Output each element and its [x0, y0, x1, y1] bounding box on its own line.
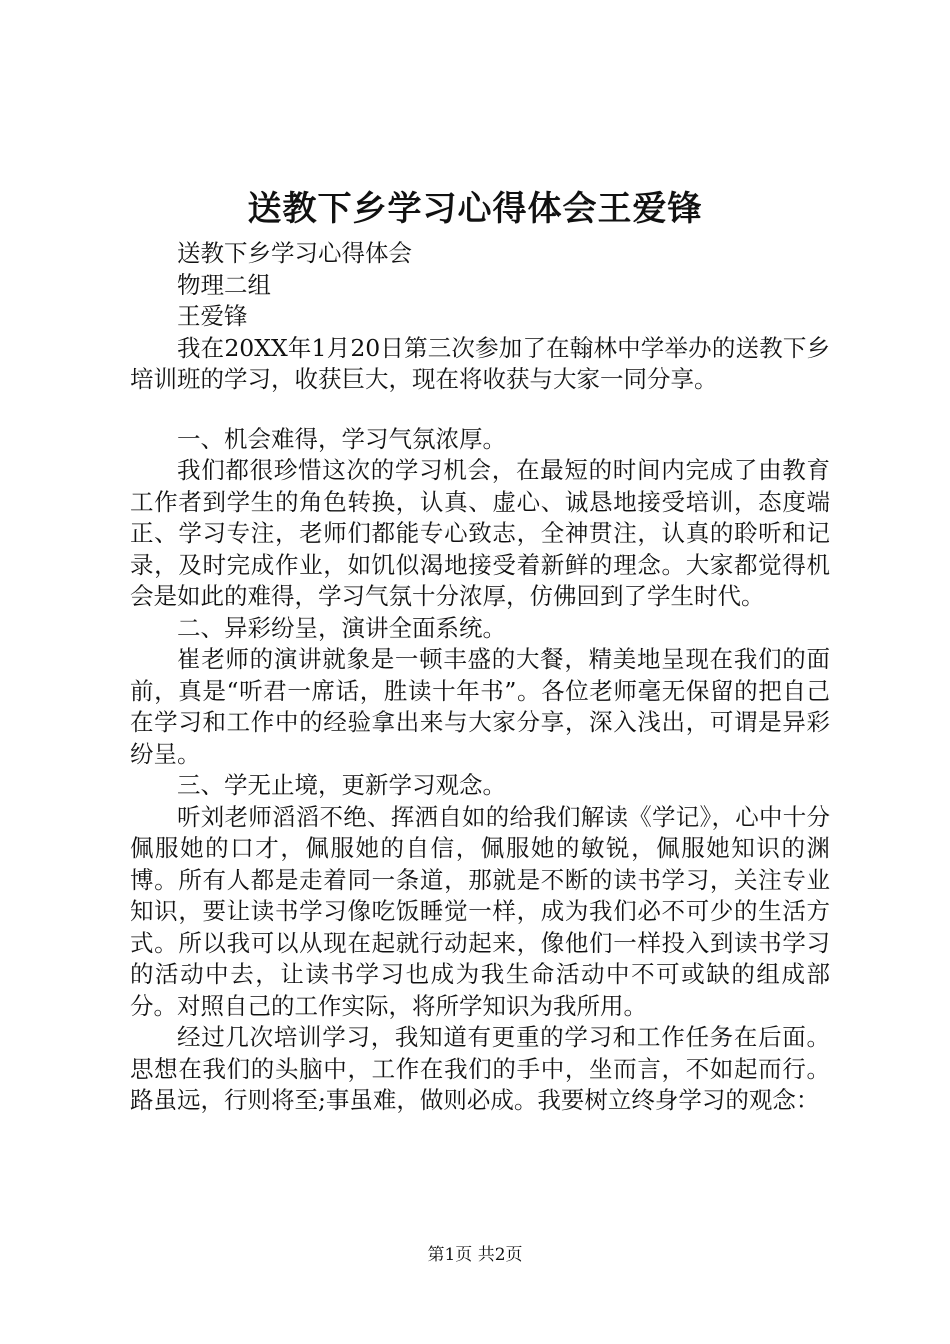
intro-paragraph: 我在20XX年1月20日第三次参加了在翰林中学举办的送教下乡培训班的学习，收获巨大，现在将收获与大家一同分享。 [130, 333, 830, 393]
body-paragraph: 经过几次培训学习，我知道有更重的学习和工作任务在后面。思想在我们的头脑中，工作在我们的手中，坐而言，不如起而行。路虽远，行则将至;事虽难，做则必成。我要树立终身学习的观念： [130, 1023, 830, 1114]
section-heading-2: 二、异彩纷呈，演讲全面系统。 [177, 613, 506, 642]
document-body [130, 238, 830, 1117]
body-paragraph: 我们都很珍惜这次的学习机会，在最短的时间内完成了由教育工作者到学生的角色转换，认真、虚心、诚恳地接受培训，态度端正、学习专注，老师们都能专心致志，全神贯注，认真的聆听和记录，及时完成作业，如饥似渴地接受着新鲜的理念。大家都觉得机会是如此的难得，学习气氛十分浓厚，仿佛回到了学生时代。 [130, 456, 830, 610]
group-paragraph: 物理二组 [177, 270, 271, 299]
document-title: 送教下乡学习心得体会王爱锋 [247, 189, 703, 229]
author-paragraph: 王爱锋 [177, 302, 248, 330]
section-heading-3: 三、学无止境，更新学习观念。 [177, 771, 506, 799]
subtitle-paragraph: 送教下乡学习心得体会 [177, 239, 412, 267]
section-heading-1: 一、机会难得，学习气氛浓厚。 [177, 424, 506, 453]
body-paragraph: 崔老师的演讲就象是一顿丰盛的大餐，精美地呈现在我们的面前，真是“听君一席话，胜读十年书”。各位老师毫无保留的把自己在学习和工作中的经验拿出来与大家分享，深入浅出，可谓是异彩纷呈。 [130, 645, 830, 768]
page-footer: 第1页 共2页 [427, 1245, 523, 1265]
body-paragraph: 听刘老师滔滔不绝、挥洒自如的给我们解读《学记》，心中十分佩服她的口才，佩服她的自信，佩服她的敏锐，佩服她知识的渊博。所有人都是走着同一条道，那就是不断的读书学习，关注专业知识，要让读书学习像吃饭睡觉一样，成为我们必不可少的生活方式。所以我可以从现在起就行动起来，像他们一样投入到读书学习的活动中去，让读书学习也成为我生命活动中不可或缺的组成部分。对照自己的工作实际，将所学知识为我所用。 [130, 802, 830, 1020]
